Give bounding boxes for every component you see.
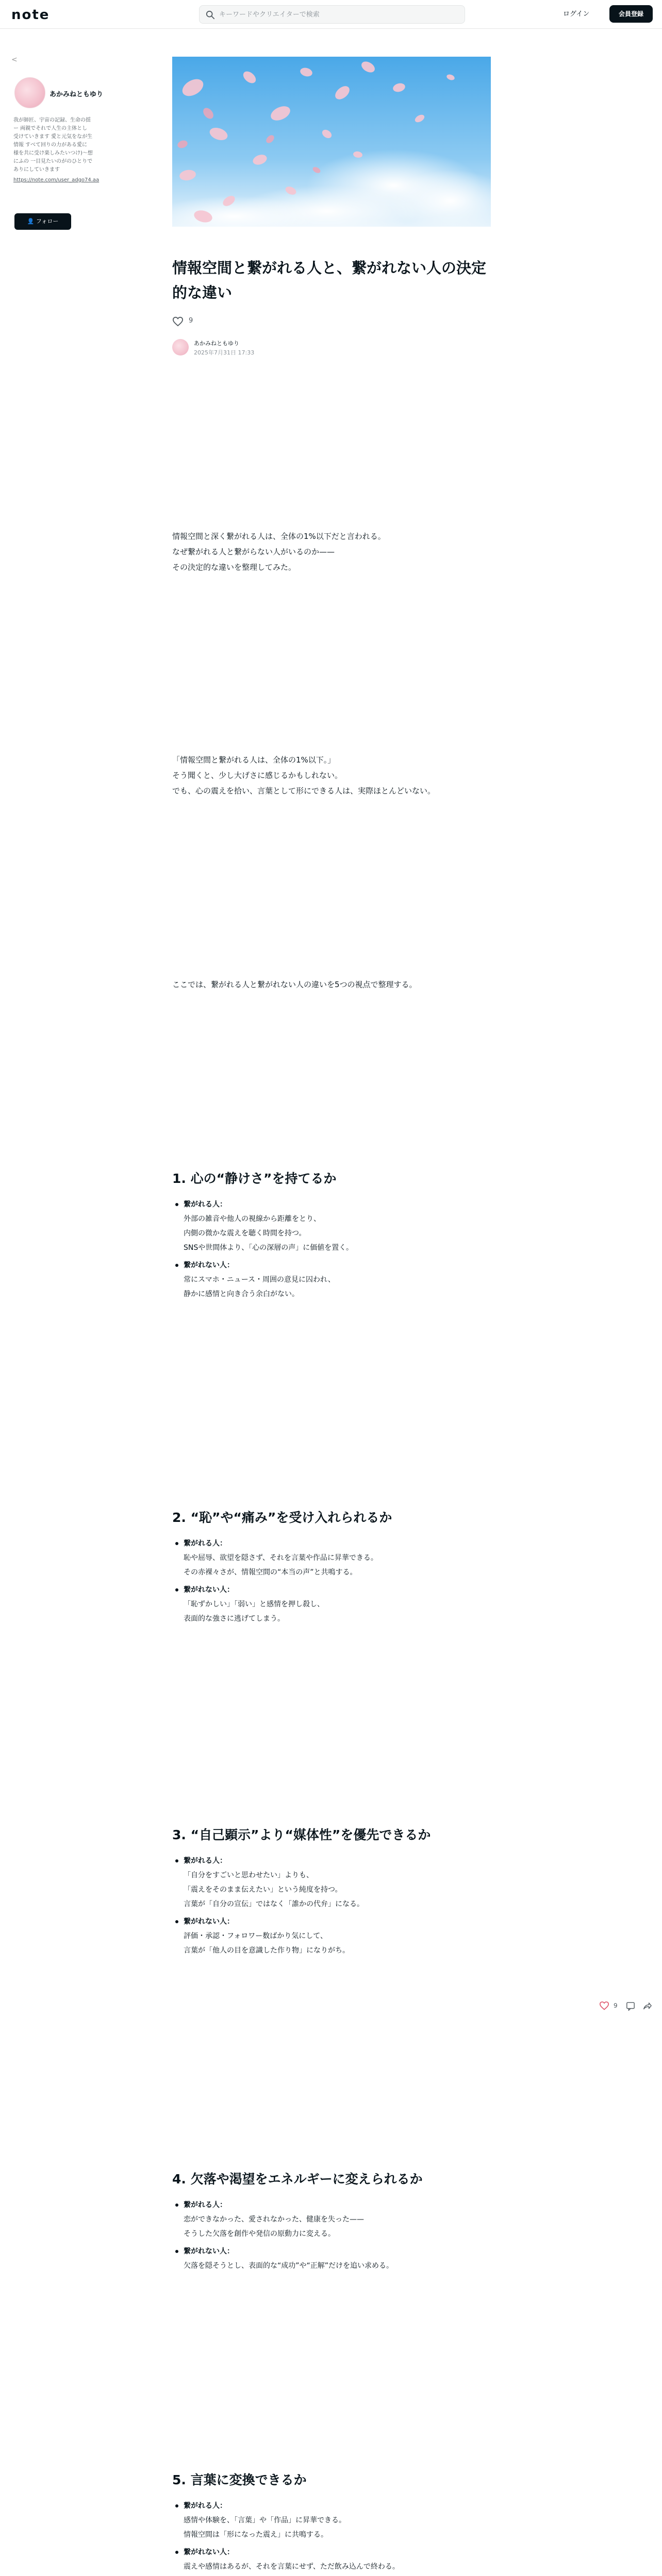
search-box[interactable]	[199, 5, 465, 24]
text-line: なぜ繋がれる人と繋がらない人がいるのか——	[172, 547, 335, 556]
list-line: その赤裸々さが、情報空間の“本当の声”と共鳴する。	[184, 1568, 357, 1577]
list-item	[172, 2198, 491, 2241]
publish-date: 2025年7月31日 17:33	[194, 349, 255, 356]
list-label: 繋がれない人：	[184, 2247, 234, 2256]
section-list	[172, 1197, 491, 1301]
text-line: ここでは、繋がれる人と繋がれない人の違いを5つの視点で整理する。	[172, 980, 417, 989]
creator-name[interactable]: あかみねともゆり	[49, 91, 104, 98]
like-count: 9	[189, 317, 193, 325]
list-label: 繋がれる人：	[184, 2502, 227, 2510]
section-list	[172, 2499, 491, 2574]
section-heading: 2. “恥”や“痛み”を受け入れられるか	[172, 1510, 392, 1525]
creator-bio: 我が師匠、宇宙の記録、生命の揺 ー 両親でそれで人生の主体とし 受けていきます 愛と元気をなが生 情報 すべて回りの力がある愛に 様を共に受け楽しみたいつけ)〜想 にふの 一目見たいのがのひとりで ありにしていきます	[13, 117, 93, 173]
heart-icon[interactable]	[599, 2001, 609, 2010]
list-label: 繋がれない人：	[184, 1918, 234, 1926]
comment-icon[interactable]	[626, 2002, 635, 2011]
list-label: 繋がれない人：	[184, 1261, 234, 1269]
list-line: 恋ができなかった、愛されなかった、健康を失った——	[184, 2215, 364, 2224]
heart-icon[interactable]	[172, 316, 184, 327]
text-line: そう聞くと、少し大げさに感じるかもしれない。	[172, 771, 343, 780]
search-icon	[206, 10, 215, 20]
list-line: 震えや感情はあるが、それを言葉にせず、ただ飲み込んで終わる。	[184, 2563, 400, 2571]
login-link[interactable]: ログイン	[563, 10, 590, 18]
list-label: 繋がれる人：	[184, 2201, 227, 2209]
list-item	[172, 2244, 491, 2273]
follow-label: フォロー	[36, 218, 59, 225]
list-line: そうした欠落を創作や発信の原動力に変える。	[184, 2230, 335, 2238]
lead-paragraph	[172, 977, 491, 992]
avatar	[14, 77, 45, 108]
note-logo[interactable]: note	[11, 7, 50, 23]
creator-sidebar	[11, 56, 126, 225]
list-line: 「自分をすごいと思わせたい」よりも、	[184, 1871, 313, 1879]
list-label: 繋がれる人：	[184, 1539, 227, 1548]
hero-image	[172, 57, 491, 227]
share-icon[interactable]	[642, 2002, 652, 2011]
list-item	[172, 1536, 491, 1580]
list-line: 内側の微かな震えを聴く時間を持つ。	[184, 1229, 306, 1238]
sky-petals-illustration	[172, 57, 491, 227]
author-name[interactable]: あかみねともゆり	[194, 340, 239, 347]
list-line: 「震えをそのまま伝えたい」という純度を持つ。	[184, 1886, 342, 1894]
text-line: その決定的な違いを整理してみた。	[172, 563, 296, 572]
text-line: 「情報空間と繋がれる人は、全体の1%以下。」	[172, 755, 336, 765]
list-item	[172, 1583, 491, 1626]
list-line: 静かに感情と向き合う余白がない。	[184, 1290, 299, 1298]
list-line: 常にスマホ・ニュース・周囲の意見に囚われ、	[184, 1276, 335, 1284]
list-item	[172, 1258, 491, 1301]
back-chevron-icon[interactable]: <	[11, 56, 18, 64]
section-heading: 4. 欠落や渇望をエネルギーに変えられるか	[172, 2172, 423, 2187]
list-label: 繋がれる人：	[184, 1857, 227, 1865]
follow-icon: 👤	[27, 218, 35, 225]
creator-bio-link[interactable]: https://note.com/user_adgo74.aa	[13, 177, 100, 183]
section-list	[172, 1536, 491, 1626]
list-line: 情報空間は「形になった震え」に共鳴する。	[184, 2531, 328, 2539]
list-line: 表面的な強さに逃げてしまう。	[184, 1615, 285, 1623]
author-avatar[interactable]	[172, 339, 189, 355]
intro-paragraph	[172, 529, 491, 575]
section-list	[172, 2198, 491, 2273]
section-heading: 5. 言葉に変換できるか	[172, 2472, 307, 2487]
list-label: 繋がれる人：	[184, 1200, 227, 1209]
article-title: 情報空間と繋がれる人と、繋がれない人の決定的な違い	[172, 259, 487, 301]
author-row	[172, 337, 378, 358]
list-line: 外部の雑音や他人の視線から距離をとり、	[184, 1215, 321, 1223]
list-item	[172, 2545, 491, 2574]
list-line: 評価・承認・フォロワー数ばかり気にして、	[184, 1932, 328, 1940]
search-input[interactable]	[219, 6, 456, 23]
list-line: SNSや世間体より、「心の深層の声」に価値を置く。	[184, 1244, 353, 1252]
list-line: 言葉が「自分の宣伝」ではなく「誰かの代弁」になる。	[184, 1900, 364, 1908]
section-list	[172, 1854, 491, 1958]
list-line: 「恥ずかしい」「弱い」と感情を押し殺し、	[184, 1600, 324, 1608]
section-heading: 1. 心の“静けさ”を持てるか	[172, 1171, 337, 1186]
quote-paragraph	[172, 752, 491, 799]
list-label: 繋がれない人：	[184, 2548, 234, 2556]
list-line: 欠落を隠そうとし、表面的な“成功”や“正解”だけを追い求める。	[184, 2262, 394, 2270]
floating-actions	[595, 1999, 657, 2014]
follow-button[interactable]	[14, 213, 71, 230]
list-line: 言葉が「他人の目を意識した作り物」になりがち。	[184, 1946, 350, 1955]
creator-avatar[interactable]	[14, 77, 45, 108]
list-line: 恥や屈辱、欲望を隠さず、それを言葉や作品に昇華できる。	[184, 1554, 378, 1562]
text-line: 情報空間と深く繋がれる人は、全体の1%以下だと言われる。	[172, 532, 386, 541]
site-header	[0, 0, 662, 29]
text-line: でも、心の震えを拾い、言葉として形にできる人は、実際ほとんどいない。	[172, 786, 436, 795]
list-item	[172, 1197, 491, 1255]
section-heading: 3. “自己顕示”より“媒体性”を優先できるか	[172, 1827, 431, 1842]
list-item	[172, 1914, 491, 1958]
list-line: 感情や体験を、「言葉」や「作品」に昇華できる。	[184, 2516, 346, 2524]
list-label: 繋がれない人：	[184, 1586, 234, 1594]
list-item	[172, 2499, 491, 2542]
list-item	[172, 1854, 491, 1911]
like-count: 9	[614, 2002, 618, 2009]
signup-button[interactable]: 会員登録	[609, 5, 653, 23]
